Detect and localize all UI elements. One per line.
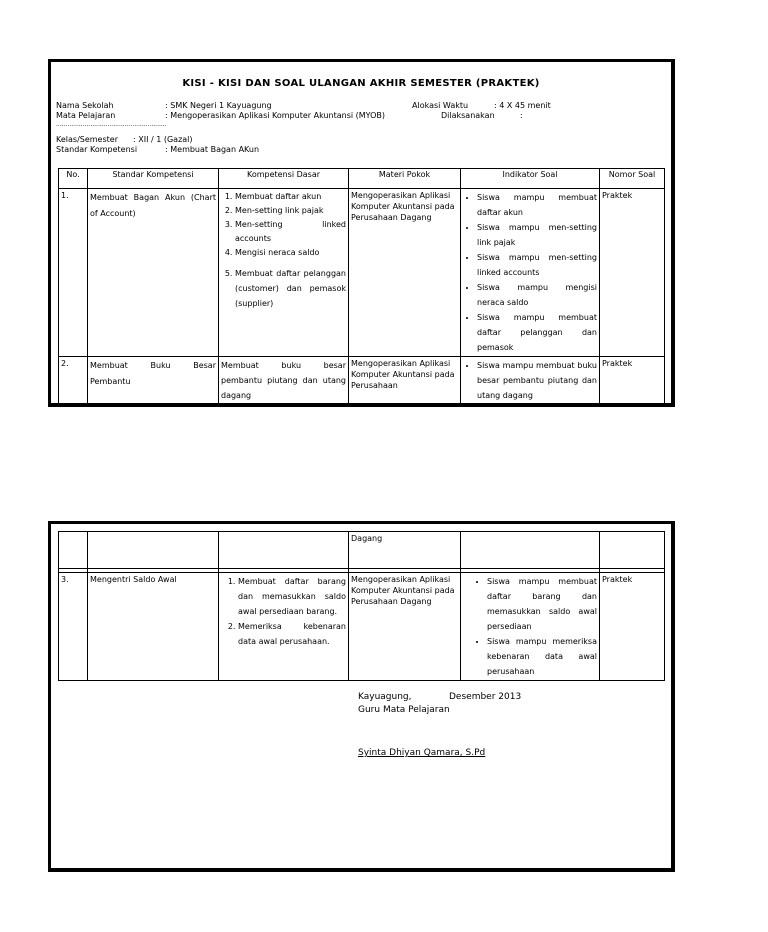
header-no: No. <box>59 169 88 189</box>
document-title: KISI - KISI DAN SOAL ULANGAN AKHIR SEMESTER (PRAKTEK) <box>182 78 540 89</box>
table-row <box>59 357 665 405</box>
row1-materi: Mengoperasikan Aplikasi Komputer Akuntansi pada Perusahaan Dagang <box>349 189 461 357</box>
header-kd: Kompetensi Dasar <box>219 169 349 189</box>
list-item: • Siswa mampu men-setting link pajak <box>477 220 597 250</box>
list-item: • Siswa mampu men-setting linked accounts <box>477 250 597 280</box>
list-item: • Siswa mampu membuat buku besar pembantu piutang dan utang dagang <box>477 358 597 403</box>
row1-kd <box>219 189 349 357</box>
list-item: 5. Membuat daftar pelanggan (customer) dan pemasok (supplier) <box>235 266 346 311</box>
row2-nomor: Praktek <box>600 357 665 405</box>
row1-no: 1. <box>59 189 88 357</box>
nama-sekolah-value: : SMK Negeri 1 Kayuagung <box>165 101 272 110</box>
table-row <box>59 532 665 569</box>
list-item: • Siswa mampu mengisi neraca saldo <box>477 280 597 310</box>
row2-kd: Membuat buku besar pembantu piutang dan utang dagang <box>219 357 349 405</box>
page-box-1 <box>48 59 675 407</box>
row3-kd <box>219 573 349 681</box>
kisi-table-2 <box>58 531 665 681</box>
signature-place: Kayuagung, <box>358 692 412 702</box>
row3-nomor: Praktek <box>600 573 665 681</box>
row3-indikator <box>461 573 600 681</box>
mapel-value: : Mengoperasikan Aplikasi Komputer Akuntansi (MYOB) <box>165 111 386 120</box>
list-item: 1. Membuat daftar barang dan memasukkan saldo awal persediaan barang. <box>238 574 346 619</box>
alokasi-value: : 4 X 45 menit <box>494 101 551 110</box>
page-box-2 <box>48 521 675 872</box>
list-item: 2. Men-setting link pajak <box>235 204 346 218</box>
kelas-value: : XII / 1 (Gazal) <box>133 135 193 144</box>
sk-value: : Membuat Bagan AKun <box>165 145 260 154</box>
list-item: • Siswa mampu membuat daftar akun <box>477 190 597 220</box>
list-item: 4. Mengisi neraca saldo <box>235 246 346 260</box>
signature-date: Desember 2013 <box>449 692 522 702</box>
row2-sk: Membuat Buku Besar Pembantu <box>88 357 219 405</box>
list-item: • Siswa mampu memeriksa kebenaran data awal perusahaan <box>487 634 597 679</box>
sk-label: Standar Kompetensi <box>56 145 138 154</box>
row3-materi: Mengoperasikan Aplikasi Komputer Akuntansi pada Perusahaan Dagang <box>349 573 461 681</box>
row2-materi: Mengoperasikan Aplikasi Komputer Akuntansi pada Perusahaan <box>349 357 461 405</box>
kelas-label: Kelas/Semester <box>56 135 118 144</box>
header-nomor: Nomor Soal <box>600 169 665 189</box>
row2-materi-cont: Dagang <box>349 532 461 569</box>
list-item: • Siswa mampu membuat daftar barang dan memasukkan saldo awal persediaan <box>487 574 597 634</box>
row1-sk: Membuat Bagan Akun (Chart of Account) <box>88 189 219 357</box>
header-materi: Materi Pokok <box>349 169 461 189</box>
list-item: • Siswa mampu membuat daftar pelanggan dan pemasok <box>477 310 597 355</box>
row3-sk: Mengentri Saldo Awal <box>88 573 219 681</box>
dotted-line: .......................................................... <box>56 121 167 128</box>
signature-name: Syinta Dhiyan Qamara, S.Pd <box>358 748 486 758</box>
header-sk: Standar Kompetensi <box>88 169 219 189</box>
mapel-label: Mata Pelajaran <box>56 111 116 120</box>
list-item: 2. Memeriksa kebenaran data awal perusahaan. <box>238 619 346 649</box>
list-item: 1. Membuat daftar akun <box>235 190 346 204</box>
dilaksanakan-label: Dilaksanakan <box>441 111 495 120</box>
row1-indikator <box>461 189 600 357</box>
dilaksanakan-value: : <box>520 111 523 120</box>
row2-indikator <box>461 357 600 405</box>
kisi-table-1 <box>58 168 665 405</box>
header-indikator: Indikator Soal <box>461 169 600 189</box>
list-item: 3. Men-setting linked accounts <box>235 218 346 246</box>
alokasi-label: Alokasi Waktu <box>412 101 469 110</box>
row2-no: 2. <box>59 357 88 405</box>
row1-nomor: Praktek <box>600 189 665 357</box>
nama-sekolah-label: Nama Sekolah <box>56 101 114 110</box>
table-row <box>59 573 665 681</box>
signature-role: Guru Mata Pelajaran <box>358 705 450 715</box>
row3-no: 3. <box>59 573 88 681</box>
table-row <box>59 189 665 357</box>
